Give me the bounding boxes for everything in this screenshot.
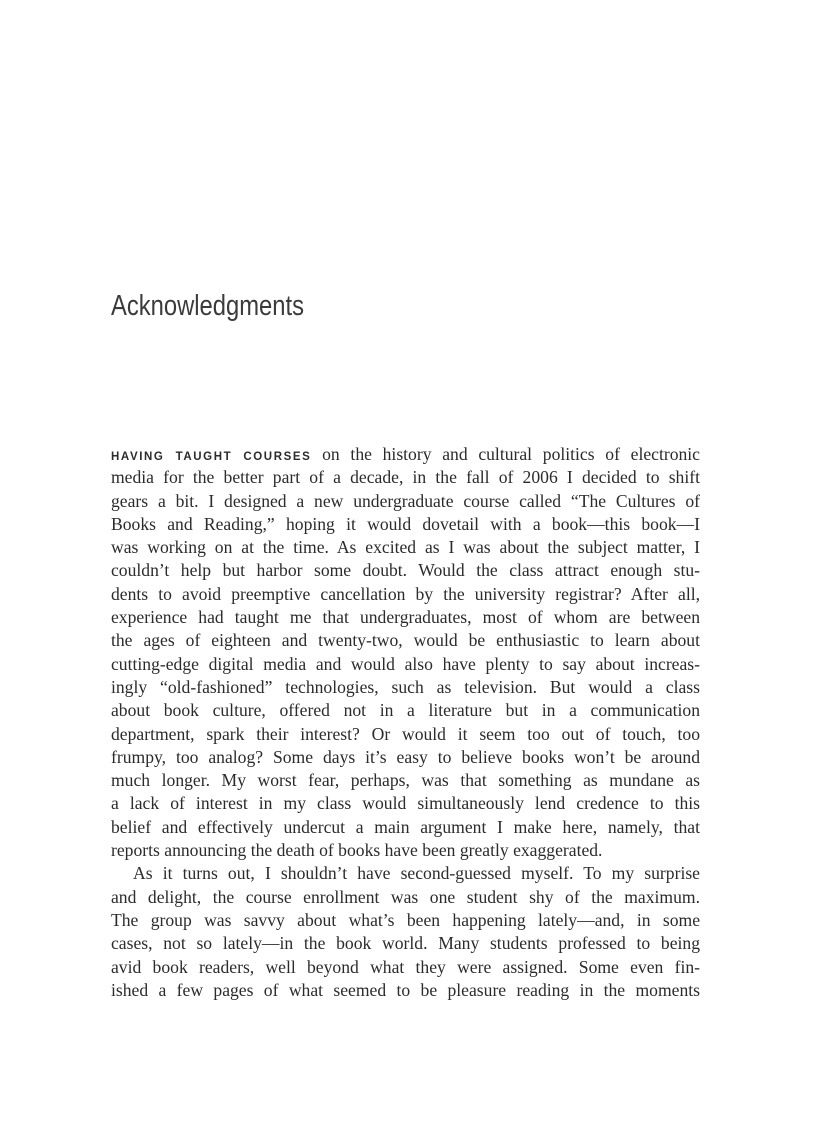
text-line: ished a few pages of what seemed to be pleasure reading in the moments [111, 979, 700, 1000]
text-line [111, 443, 700, 466]
text-line: media for the better part of a decade, in the fall of 2006 I decided to shift [111, 467, 700, 488]
text-line: much longer. My worst fear, perhaps, was that something as mundane as [111, 770, 700, 791]
text-line: department, spark their interest? Or would it seem too out of touch, too [111, 723, 700, 744]
text-line: belief and effectively undercut a main argument I make here, namely, that [111, 816, 700, 837]
text-line: As it turns out, I shouldn’t have second-guessed myself. To my surprise [133, 863, 700, 884]
text-line: dents to avoid preemptive cancellation by the university registrar? After all, [111, 583, 700, 604]
text-line: gears a bit. I designed a new undergraduate course called “The Cultures of [111, 490, 700, 511]
text-line: ingly “old-fashioned” technologies, such as television. But would a class [111, 676, 700, 697]
text-line: frumpy, too analog? Some days it’s easy to believe books won’t be around [111, 746, 700, 767]
text-line: experience had taught me that undergraduates, most of whom are between [111, 607, 700, 628]
text-line: the ages of eighteen and twenty-two, would be enthusiastic to learn about [111, 630, 700, 651]
text-line: couldn’t help but harbor some doubt. Would the class attract enough stu- [111, 560, 700, 581]
text-line: cases, not so lately—in the book world. Many students professed to being [111, 933, 700, 954]
text-line: avid book readers, well beyond what they were assigned. Some even fin- [111, 956, 700, 977]
text-line: about book culture, offered not in a literature but in a communication [111, 700, 700, 721]
text-line: a lack of interest in my class would simultaneously lend credence to this [111, 793, 700, 814]
text-line: reports announcing the death of books have been greatly exaggerated. [111, 840, 603, 861]
body-text [111, 443, 700, 1002]
text-line: and delight, the course enrollment was one student shy of the maximum. [111, 886, 700, 907]
chapter-title: Acknowledgments [111, 290, 304, 322]
text-line: was working on at the time. As excited as I was about the subject matter, I [111, 537, 700, 558]
text-line: The group was savvy about what’s been happening lately—and, in some [111, 909, 700, 930]
text-line: cutting-edge digital media and would also have plenty to say about increas- [111, 653, 700, 674]
text-line-content: on the history and cultural politics of electronic [311, 444, 700, 464]
text-line: Books and Reading,” hoping it would dovetail with a book—this book—I [111, 513, 700, 534]
lead-in-smallcaps: HAVING TAUGHT COURSES [111, 451, 312, 463]
